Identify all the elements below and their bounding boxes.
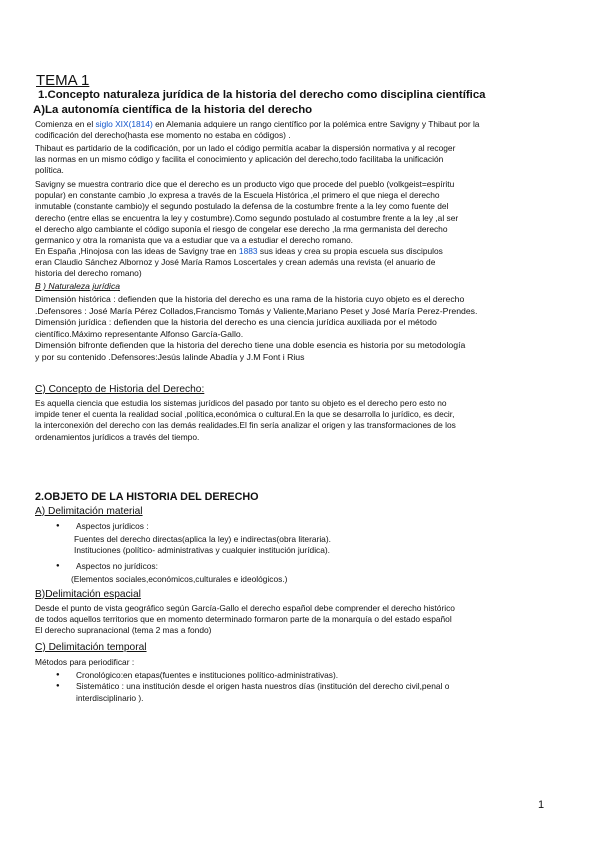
text-line: la interconexión del derecho con las demás realidades.El fin sería analizar el origen y las transformaciones de los [35,420,456,431]
text-line: Desde el punto de vista geográfico según García-Gallo el derecho español debe comprender el derecho histórico [35,603,455,613]
subheading-autonomia: A)La autonomía científica de la historia del derecho [33,104,313,116]
paragraph-metodos [35,657,570,668]
subheading-concepto: C) Concepto de Historia del Derecho: [35,384,205,395]
text-line: El derecho supranacional (tema 2 mas a fondo) [35,625,212,636]
text-line: Dimensión jurídica : defienden que la historia del derecho es una ciencia jurídica auxiliada por el método [35,317,437,328]
text-run: en Alemania adquiere un rango científico por la polémica entre Savigny y Thibaut por la [152,119,480,129]
text-line: Fuentes del derecho directas(aplica la ley) e indirectas(obra literaria). [74,534,331,544]
bullet-list-juridicos [56,521,149,532]
section-heading-2: 2.OBJETO DE LA HISTORIA DEL DERECHO [35,491,259,503]
subheading-material: A) Delimitación material [35,506,143,517]
text-run: sus ideas y crea su propia escuela sus discipulos [257,246,443,256]
siglo-link[interactable]: siglo XIX(1814) [95,119,153,129]
paragraph-thibaut [35,143,570,177]
text-line: Dimensión bifronte defienden que la historia del derecho tiene una doble esencia es historia por su metodología [35,340,466,351]
text-line: eran Claudio Sánchez Albornoz y José María Ramos Loscertales y crean además una revista (el anuario de [35,257,436,268]
paragraph-comienza [35,119,570,141]
text-line: el derecho algo cambiante el código suponía el riesgo de congelar ese derecho ,la rma germanista del derecho [35,223,448,234]
indented-lines-juridicos [74,534,331,557]
text-line: de todos aquellos territorios que en momento determinado formaron parte de la monarquía o del estado español [35,614,452,625]
list-item: ● Aspectos jurídicos : [56,521,149,532]
text-line: Thibaut es partidario de la codificación, por un lado el código permitía acabar la dispersión normativa y al recoger [35,143,456,153]
text-line: historia del derecho romano) [35,268,142,279]
list-item: ● Cronológico:en etapas(fuentes e instituciones político-administrativas). [56,670,449,681]
section-heading-1: 1.Concepto naturaleza jurídica de la historia del derecho como disciplina científica [38,89,486,101]
text-line: Es aquella ciencia que estudia los sistemas jurídicos del pasado por tanto su objeto es el derecho pero esto no [35,398,447,408]
text-line: inmutable (constante cambio)y el segundo postulado la defensa de la costumbre frente a la ley como fuente del [35,201,449,212]
text-line: interdisciplinario ). [76,693,144,703]
text-line: política. [35,165,64,176]
list-item: ● Sistemático : una institución desde el origen hasta nuestros días (institución del derecho civil,penal o [56,681,449,692]
paragraph-savigny [35,179,570,246]
text-line: derecho (entre ellas se encuentra la ley y costumbre).Como segundo postulado al costumbre frente a la ley ,al ser [35,212,459,223]
text-line: las normas en un mismo código y facilita el conocimiento y aplicación del derecho,todo facilitaba la unificación [35,154,444,165]
bullet-list-no-juridicos [56,561,158,572]
text-line: popular) en constante cambio ,lo expresa a través de la Escuela Histórica ,el primero el que niega el derecho [35,190,440,201]
list-item: ● Aspectos no jurídicos: [56,561,158,572]
text-line: científico.Máximo representante Alfonso García-Gallo. [35,328,244,339]
text-run: En España ,Hinojosa con las ideas de Savigny trae en [35,246,239,256]
paragraph-espacial [35,603,570,637]
paragraph-dimensiones [35,294,570,364]
topic-title: TEMA 1 [36,72,90,89]
bullet-list-metodos [56,670,449,693]
text-line: (Elementos sociales,económicos,culturales e ideológicos.) [71,574,288,584]
subheading-naturaleza: B ) Naturaleza jurídica [35,281,121,291]
text-run: Comienza en el [35,119,96,129]
text-line: ordenamientos jurídicos a través del tiempo. [35,431,200,442]
text-line: Métodos para periodificar : [35,657,135,667]
text-line: codificación del derecho(hasta ese momento no estaba en códigos) . [35,130,291,141]
text-line: y por su contenido .Defensores:Jesús lalinde Abadía y J.M Font i Rius [35,351,305,362]
subheading-espacial: B)Delimitación espacial [35,589,141,600]
paragraph-concepto [35,398,570,443]
year-link[interactable]: 1883 [238,246,258,256]
text-line: germanico y otra la romanista que va a estudiar que va a estudiar el derecho romano. [35,235,353,246]
paragraph-espana [35,246,570,280]
page-number: 1 [538,799,545,811]
text-line: Dimensión histórica : defienden que la historia del derecho es una rama de la historia cuyo objeto es el derecho [35,294,465,304]
text-line: impide tener el cuenta la realidad social ,política,económica o cultural.En la que se desarrolla lo jurídico, es decir, [35,409,455,420]
text-line: Savigny se muestra contrario dice que el derecho es un producto vigo que procede del pueblo (volkgeist=espíritu [35,179,455,189]
text-line: Instituciones (político- administrativas y cualquier institución jurídica). [74,545,331,556]
subheading-temporal: C) Delimitación temporal [35,642,147,653]
text-line: .Defensores : José María Pérez Collados,Francismo Tomás y Valiente,Mariano Peset y José María Perez-Prendes. [35,305,478,316]
